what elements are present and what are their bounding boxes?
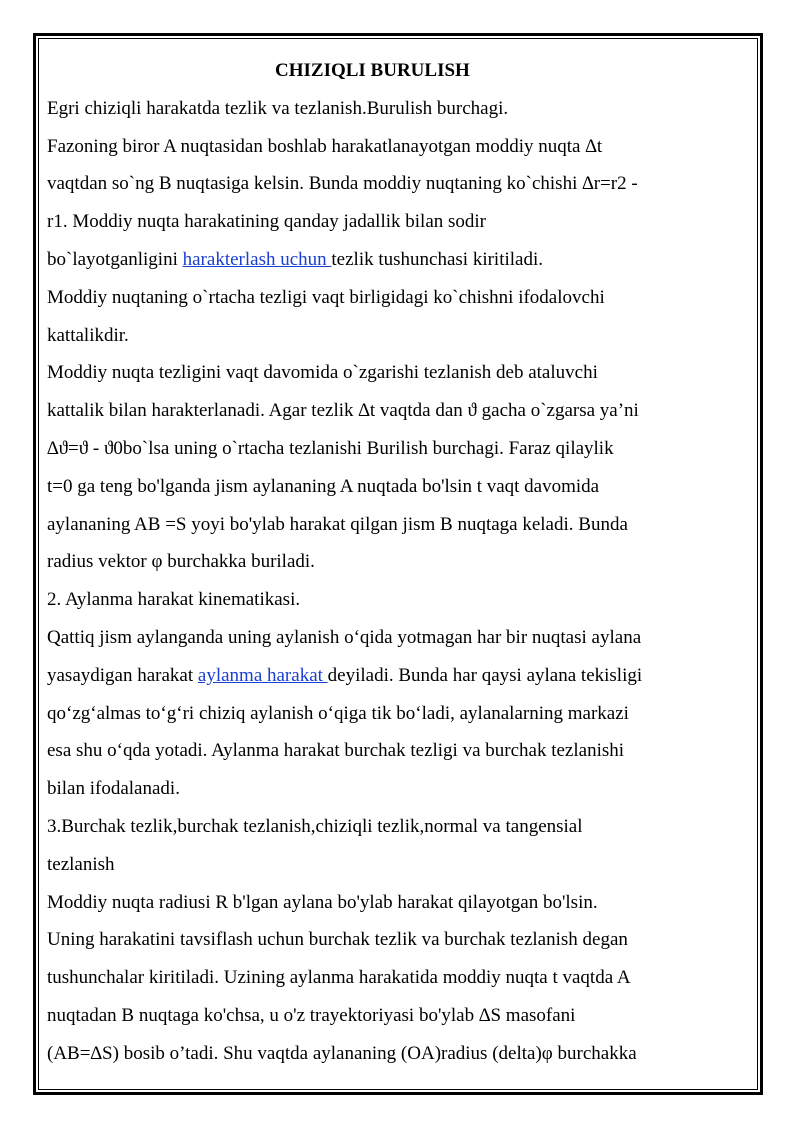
text-segment: radius vektor φ burchakka buriladi. [47,551,315,573]
text-line [47,430,737,468]
text-segment: Egri chiziqli harakatda tezlik va tezlanish.Burulish burchagi. [47,97,509,119]
text-segment: Uning harakatini tavsiflash uchun burchak tezlik va burchak tezlanish degan [47,929,628,951]
text-line [47,506,737,544]
hyperlink[interactable]: aylanma harakat [197,664,328,686]
text-segment: ∆ϑ=ϑ - ϑ0bo`lsa uning o`rtacha tezlanishi Burilish burchagi. Faraz qilaylik [47,437,614,459]
document-title: CHIZIQLI BURULISH [275,60,470,81]
text-segment: 3.Burchak tezlik,burchak tezlanish,chiziqli tezlik,normal va tangensial [47,815,583,837]
text-segment: deyiladi. Bunda har qaysi aylana tekisligi [327,664,643,686]
text-line [47,921,737,959]
text-segment: kattalikdir. [47,324,129,346]
text-line [47,619,737,657]
text-line [47,279,737,317]
text-segment: tushunchalar kiritiladi. Uzining aylanma harakatida moddiy nuqta t vaqtda A [47,967,631,989]
document-lines [47,90,737,1073]
text-line [47,317,737,355]
text-segment: bo`layotganligini [47,248,183,270]
text-segment: yasaydigan harakat [47,664,198,686]
text-segment: nuqtadan B nuqtaga ko'chsa, u o'z trayektoriyasi bo'ylab ∆S masofani [47,1004,576,1026]
text-segment: Moddiy nuqta tezligini vaqt davomida o`zgarishi tezlanish deb ataluvchi [47,362,598,384]
text-segment: vaqtdan so`ng B nuqtasiga kelsin. Bunda moddiy nuqtaning ko`chishi ∆r=r2 - [47,173,638,195]
text-line [47,392,737,430]
text-line [47,808,737,846]
text-segment: r1. Moddiy nuqta harakatining qanday jadallik bilan sodir [47,211,487,233]
text-segment: bilan ifodalanadi. [47,778,180,800]
text-line [47,884,737,922]
text-segment: (AB=∆S) bosib o’tadi. Shu vaqtda aylananing (OA)radius (delta)φ burchakka [47,1042,637,1064]
text-line [47,581,737,619]
text-segment: tezlik tushunchasi kiritiladi. [331,248,544,270]
text-segment: t=0 ga teng bo'lganda jism aylananing A nuqtada bo'lsin t vaqt davomida [47,475,600,497]
text-line [47,770,737,808]
text-segment: Fazoning biror A nuqtasidan boshlab harakatlanayotgan moddiy nuqta ∆t [47,135,603,157]
text-segment: Qattiq jism aylanganda uning aylanish o‘qida yotmagan har bir nuqtasi aylana [47,626,642,648]
text-line [47,695,737,733]
text-line [47,657,737,695]
text-line [47,203,737,241]
text-segment: tezlanish [47,853,115,875]
text-segment: kattalik bilan harakterlanadi. Agar tezlik ∆t vaqtda dan ϑ gacha o`zgarsa ya’ni [47,400,639,422]
text-line [47,732,737,770]
text-line [47,128,737,166]
text-line [47,543,737,581]
text-segment: esa shu o‘qda yotadi. Aylanma harakat burchak tezligi va burchak tezlanishi [47,740,625,762]
text-line [47,165,737,203]
hyperlink[interactable]: harakterlash uchun [182,248,332,270]
document-body [47,52,737,1073]
text-segment: Moddiy nuqtaning o`rtacha tezligi vaqt birligidagi ko`chishni ifodalovchi [47,286,605,308]
text-line [47,241,737,279]
text-line [47,959,737,997]
text-line [47,90,737,128]
text-line [47,468,737,506]
text-line [47,997,737,1035]
text-line [47,846,737,884]
text-segment: Moddiy nuqta radiusi R b'lgan aylana bo'ylab harakat qilayotgan bo'lsin. [47,891,598,913]
text-line [47,1035,737,1073]
text-segment: 2. Aylanma harakat kinematikasi. [47,589,301,611]
text-line [47,354,737,392]
text-segment: aylananing AB =S yoyi bo'ylab harakat qilgan jism B nuqtaga keladi. Bunda [47,513,628,535]
text-segment: qo‘zg‘almas to‘g‘ri chiziq aylanish o‘qiga tik bo‘ladi, aylanalarning markazi [47,702,629,724]
